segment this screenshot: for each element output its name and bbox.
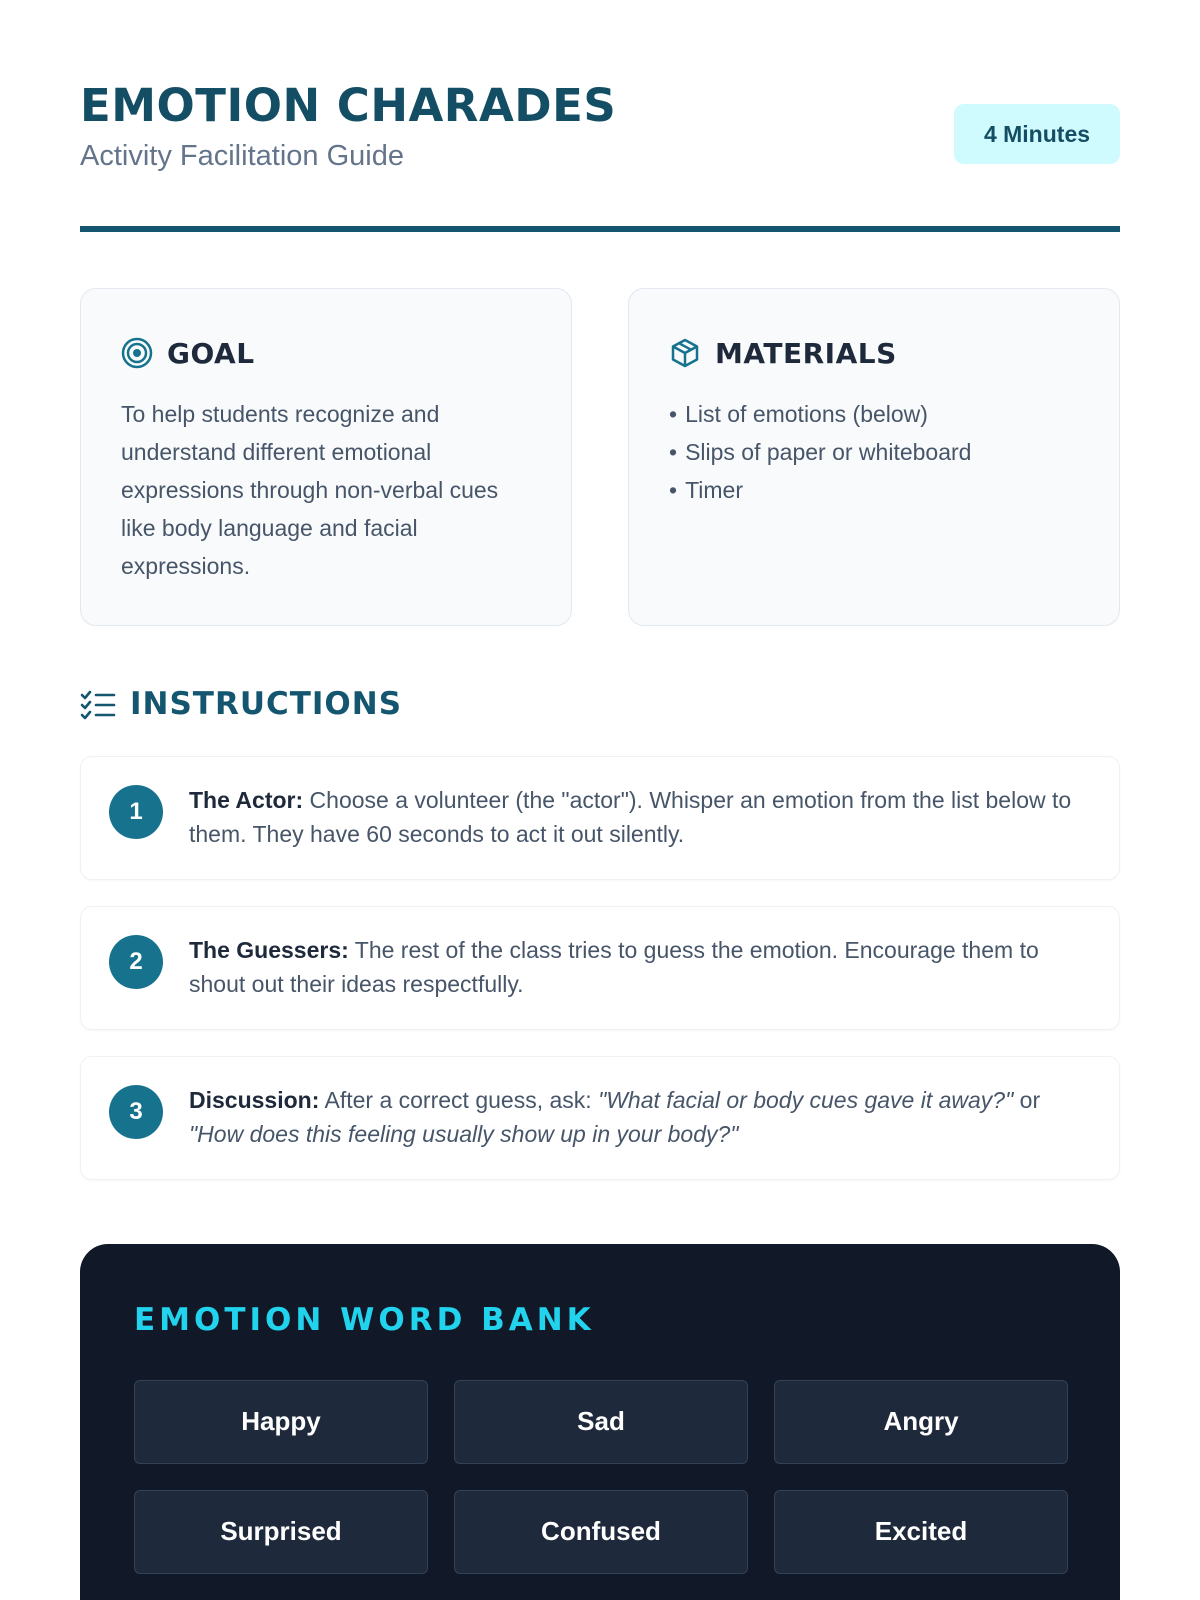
header-divider (80, 226, 1120, 232)
instructions-header (80, 682, 402, 726)
instructions-title: INSTRUCTIONS (130, 686, 403, 722)
header (80, 78, 1120, 188)
step-number: 1 (109, 785, 163, 839)
discussion-question: "What facial or body cues gave it away?" (598, 1087, 1014, 1113)
materials-card-header (669, 333, 1079, 373)
step-text (189, 933, 1091, 1001)
instruction-step (80, 1056, 1120, 1180)
goal-card-header (121, 333, 531, 373)
step-text (189, 1083, 1091, 1151)
word-bank-grid (134, 1380, 1066, 1574)
step-label: The Guessers: (189, 937, 349, 963)
step-number: 2 (109, 935, 163, 989)
goal-description: To help students recognize and understand different emotional expressions through non-verbal cues like body language and facial expressions. (121, 401, 499, 579)
goal-title: GOAL (167, 336, 255, 370)
step-connector: or (1019, 1087, 1041, 1113)
page-title: EMOTION CHARADES (80, 79, 617, 132)
step-label: The Actor: (189, 787, 304, 813)
box-icon (669, 337, 701, 369)
instruction-step (80, 756, 1120, 880)
target-icon (121, 337, 153, 369)
materials-title: MATERIALS (715, 336, 897, 370)
checklist-icon (80, 688, 116, 720)
step-description: The rest of the class tries to guess the emotion. Encourage them to shout out their ideas respectfully. (189, 937, 1039, 997)
materials-item: • Timer (669, 471, 1079, 509)
step-label: Discussion: (189, 1087, 320, 1113)
emotion-chip: Angry (774, 1380, 1068, 1464)
emotion-chip: Happy (134, 1380, 428, 1464)
step-description: Choose a volunteer (the "actor"). Whisper an emotion from the list below to them. They have 60 seconds to act it out silently. (189, 787, 1072, 847)
word-bank-title: EMOTION WORD BANK (134, 1302, 595, 1338)
instruction-step (80, 906, 1120, 1030)
duration-badge: 4 Minutes (954, 104, 1120, 164)
materials-card (628, 288, 1120, 626)
goal-card (80, 288, 572, 626)
materials-list (669, 395, 1079, 509)
step-text (189, 783, 1091, 851)
step-description: After a correct guess, ask: (324, 1087, 592, 1113)
emotion-word-bank (80, 1244, 1120, 1600)
step-number: 3 (109, 1085, 163, 1139)
materials-item: • List of emotions (below) (669, 395, 1079, 433)
page-subtitle: Activity Facilitation Guide (80, 140, 404, 172)
emotion-chip: Surprised (134, 1490, 428, 1574)
materials-item: • Slips of paper or whiteboard (669, 433, 1079, 471)
emotion-chip: Excited (774, 1490, 1068, 1574)
emotion-chip: Sad (454, 1380, 748, 1464)
discussion-question: "How does this feeling usually show up in your body?" (189, 1121, 739, 1147)
emotion-chip: Confused (454, 1490, 748, 1574)
